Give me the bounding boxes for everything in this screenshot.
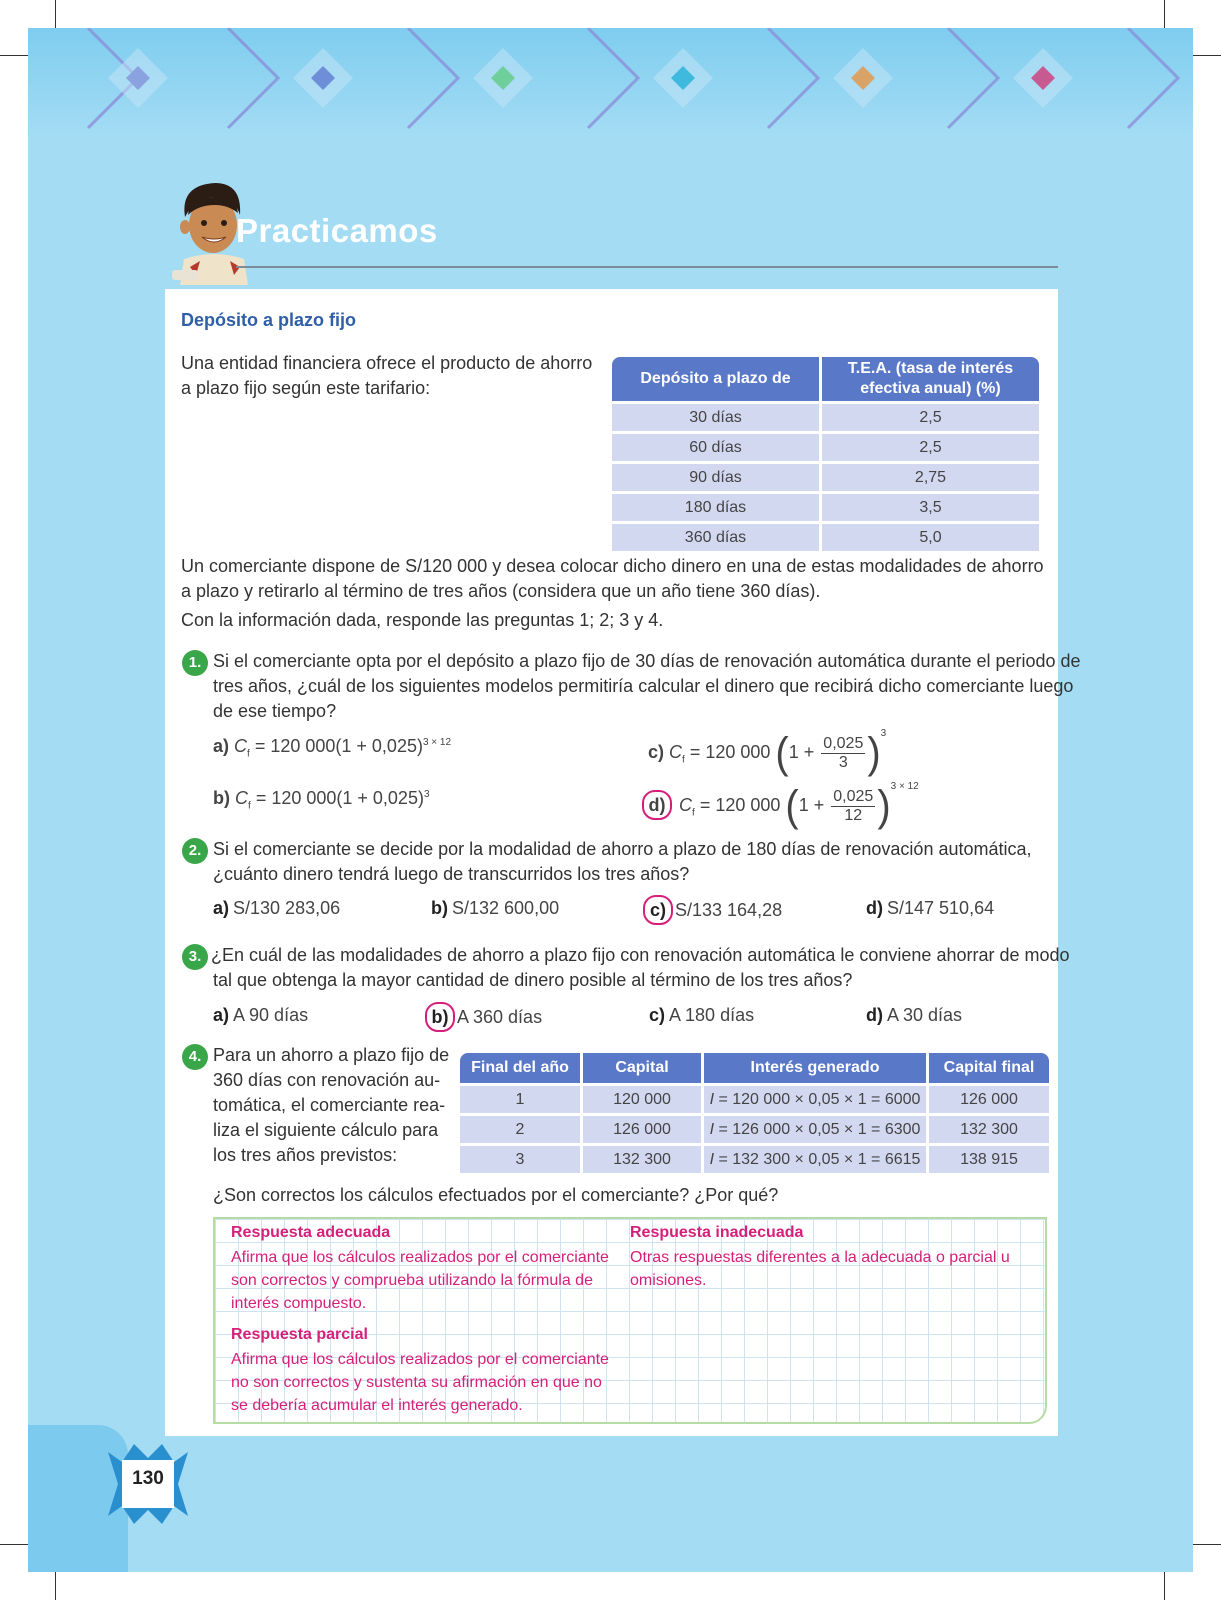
option-label: b) <box>213 788 230 808</box>
decorative-banner <box>28 28 1193 138</box>
rate-header-line: efectiva anual) (%) <box>860 380 1001 397</box>
option-text: S/132 600,00 <box>452 898 560 918</box>
interest-cell <box>704 1116 929 1143</box>
term-cell: 360 días <box>612 524 822 551</box>
variable: C <box>235 788 249 808</box>
right-paren: ) <box>877 782 891 831</box>
q2-option-a[interactable] <box>213 898 340 919</box>
capital-cell: 132 300 <box>583 1146 704 1173</box>
fraction <box>831 788 875 825</box>
interest-variable: I <box>709 1120 715 1138</box>
option-label: c) <box>649 1005 666 1025</box>
q1-option-c[interactable] <box>648 728 887 778</box>
question-text-line: Si el comerciante se decide por la modalidad de ahorro a plazo de 180 días de renovación automática, <box>213 839 1032 859</box>
option-label: d) <box>866 1005 883 1025</box>
variable-subscript: f <box>682 754 685 766</box>
interest-formula: = 120 000 × 0,05 × 1 = 6000 <box>718 1090 921 1108</box>
q3-option-d[interactable] <box>866 1005 962 1026</box>
question-text-line: tres años, ¿cuál de los siguientes modelos permitiría calcular el dinero que recibirá dicho comerciante luego <box>213 676 1074 696</box>
final-cell: 126 000 <box>929 1086 1049 1113</box>
option-text: A 30 días <box>887 1005 963 1025</box>
question-text-line: 360 días con renovación au- <box>213 1070 441 1090</box>
partial-answer-line: no son correctos y sustenta su afirmación en que no <box>231 1374 602 1391</box>
inadequate-answer-line: omisiones. <box>630 1272 707 1289</box>
q3-option-c[interactable] <box>649 1005 754 1026</box>
formula-text: = 120 000 <box>699 795 781 815</box>
question-number-badge: 3. <box>182 944 208 970</box>
left-paren: ( <box>775 729 789 778</box>
context-text-line: a plazo y retirarlo al término de tres años (considera que un año tiene 360 días). <box>181 581 821 601</box>
page-number: 130 <box>132 1468 164 1489</box>
partial-answer-line: se debería acumular el interés generado. <box>231 1397 523 1414</box>
term-cell: 180 días <box>612 494 822 521</box>
fraction-denominator: 12 <box>844 806 863 824</box>
year-cell: 3 <box>460 1146 583 1173</box>
rate-cell: 2,5 <box>822 404 1039 431</box>
q1-option-a[interactable] <box>213 736 451 760</box>
option-label: c) <box>643 895 673 925</box>
interest-cell <box>704 1146 929 1173</box>
intro-text-line: a plazo fijo según este tarifario: <box>181 378 431 398</box>
formula-text: 1 + <box>788 742 815 762</box>
intro-text-line: Una entidad financiera ofrece el producto de ahorro <box>181 353 593 373</box>
header-divider <box>236 266 1058 268</box>
rate-table-header-rate <box>822 357 1039 401</box>
banner-pattern <box>28 28 1193 138</box>
final-cell: 132 300 <box>929 1116 1049 1143</box>
option-text: S/147 510,64 <box>887 898 995 918</box>
table-row <box>612 464 1039 491</box>
calc-header-interest: Interés generado <box>704 1053 929 1083</box>
rate-cell: 2,5 <box>822 434 1039 461</box>
rate-header-line: T.E.A. (tasa de interés <box>847 360 1014 377</box>
rate-table <box>612 354 1039 554</box>
formula-text: = 120 000 <box>689 742 771 762</box>
adequate-answer-line: son correctos y comprueba utilizando la fórmula de <box>231 1272 593 1289</box>
q1-option-d-selected[interactable] <box>642 781 919 831</box>
table-row <box>460 1086 1049 1113</box>
interest-variable: I <box>709 1150 715 1168</box>
option-text: A 90 días <box>233 1005 309 1025</box>
question-number-badge: 1. <box>182 650 208 676</box>
context-text-line: Con la información dada, responde las preguntas 1; 2; 3 y 4. <box>181 610 664 630</box>
question-text-line: ¿cuánto dinero tendrá luego de transcurridos los tres años? <box>213 864 690 884</box>
formula-exponent: 3 <box>423 789 430 800</box>
fraction <box>821 735 865 772</box>
adequate-answer-title: Respuesta adecuada <box>231 1224 391 1241</box>
option-label: c) <box>648 742 665 762</box>
formula-text: = 120 000(1 + 0,025) <box>254 736 423 756</box>
q1-option-b[interactable] <box>213 788 430 812</box>
right-paren: ) <box>867 729 881 778</box>
interest-variable: I <box>709 1090 715 1108</box>
year-cell: 2 <box>460 1116 583 1143</box>
option-label: a) <box>213 898 230 918</box>
option-text: S/130 283,06 <box>233 898 341 918</box>
year-cell: 1 <box>460 1086 583 1113</box>
q4-question-text: ¿Son correctos los cálculos efectuados por el comerciante? ¿Por qué? <box>213 1185 779 1205</box>
formula-text: 1 + <box>798 795 825 815</box>
formula-text: = 120 000(1 + 0,025) <box>255 788 424 808</box>
question-text-line: Si el comerciante opta por el depósito a plazo fijo de 30 días de renovación automática durante el periodo de <box>213 651 1081 671</box>
term-cell: 60 días <box>612 434 822 461</box>
partial-answer-line: Afirma que los cálculos realizados por el comerciante <box>231 1351 609 1368</box>
capital-cell: 126 000 <box>583 1116 704 1143</box>
calc-header-final: Capital final <box>929 1053 1049 1083</box>
option-text: A 180 días <box>669 1005 755 1025</box>
question-number-badge: 4. <box>182 1044 208 1070</box>
fraction-denominator: 3 <box>838 753 848 771</box>
table-row <box>612 404 1039 431</box>
formula-exponent: 3 <box>880 728 887 739</box>
context-text-line: Un comerciante dispone de S/120 000 y desea colocar dicho dinero en una de estas modalidades de ahorro <box>181 556 1044 576</box>
question-text-line: Para un ahorro a plazo fijo de <box>213 1045 450 1065</box>
inadequate-answer-title: Respuesta inadecuada <box>630 1224 804 1241</box>
fraction-numerator: 0,025 <box>833 787 874 805</box>
rate-cell: 5,0 <box>822 524 1039 551</box>
table-row <box>460 1116 1049 1143</box>
capital-cell: 120 000 <box>583 1086 704 1113</box>
question-text-line: tomática, el comerciante rea- <box>213 1095 446 1115</box>
formula-exponent: 3 × 12 <box>890 781 919 792</box>
variable: C <box>669 742 683 762</box>
option-label: d) <box>642 790 672 820</box>
rate-table-header-term: Depósito a plazo de <box>612 357 822 401</box>
term-cell: 30 días <box>612 404 822 431</box>
q3-option-b-selected[interactable] <box>425 1002 542 1032</box>
question-text-line: de ese tiempo? <box>213 701 337 721</box>
table-row <box>460 1146 1049 1173</box>
left-paren: ( <box>785 782 799 831</box>
calc-header-year: Final del año <box>460 1053 583 1083</box>
variable: C <box>679 795 693 815</box>
variable-subscript: f <box>692 807 695 819</box>
interest-cell <box>704 1086 929 1113</box>
variable: C <box>234 736 248 756</box>
rate-cell: 2,75 <box>822 464 1039 491</box>
table-row <box>612 434 1039 461</box>
calc-header-capital: Capital <box>583 1053 704 1083</box>
table-row <box>612 524 1039 551</box>
interest-formula: = 126 000 × 0,05 × 1 = 6300 <box>718 1120 921 1138</box>
option-text: A 360 días <box>457 1007 543 1027</box>
question-text-line: los tres años previstos: <box>213 1145 398 1165</box>
final-cell: 138 915 <box>929 1146 1049 1173</box>
rate-cell: 3,5 <box>822 494 1039 521</box>
calculation-table <box>460 1050 1049 1176</box>
question-text-line: liza el siguiente cálculo para <box>213 1120 439 1140</box>
section-title: Depósito a plazo fijo <box>181 310 357 330</box>
fraction-numerator: 0,025 <box>823 734 864 752</box>
question-number-badge: 2. <box>182 838 208 864</box>
inadequate-answer-line: Otras respuestas diferentes a la adecuada o parcial u <box>630 1249 1010 1266</box>
adequate-answer-line: interés compuesto. <box>231 1295 367 1312</box>
variable-subscript: f <box>247 748 250 760</box>
q3-option-a[interactable] <box>213 1005 308 1026</box>
adequate-answer-line: Afirma que los cálculos realizados por el comerciante <box>231 1249 609 1266</box>
partial-answer-title: Respuesta parcial <box>231 1326 368 1343</box>
variable-subscript: f <box>248 800 251 812</box>
q2-option-d[interactable] <box>866 898 994 919</box>
option-label: b) <box>425 1002 455 1032</box>
formula-exponent: 3 × 12 <box>422 737 452 748</box>
question-text-line: tal que obtenga la mayor cantidad de dinero posible al término de los tres años? <box>213 970 853 990</box>
option-label: d) <box>866 898 883 918</box>
question-text-line: ¿En cuál de las modalidades de ahorro a plazo fijo con renovación automática le conviene ahorrar de modo <box>211 945 1070 965</box>
table-row <box>612 494 1039 521</box>
option-label: b) <box>431 898 448 918</box>
page-title: Practicamos <box>236 212 438 249</box>
q2-option-c-selected[interactable] <box>643 895 782 925</box>
option-label: a) <box>213 736 230 756</box>
option-text: S/133 164,28 <box>675 900 783 920</box>
option-label: a) <box>213 1005 230 1025</box>
term-cell: 90 días <box>612 464 822 491</box>
interest-formula: = 132 300 × 0,05 × 1 = 6615 <box>718 1150 921 1168</box>
q2-option-b[interactable] <box>431 898 559 919</box>
